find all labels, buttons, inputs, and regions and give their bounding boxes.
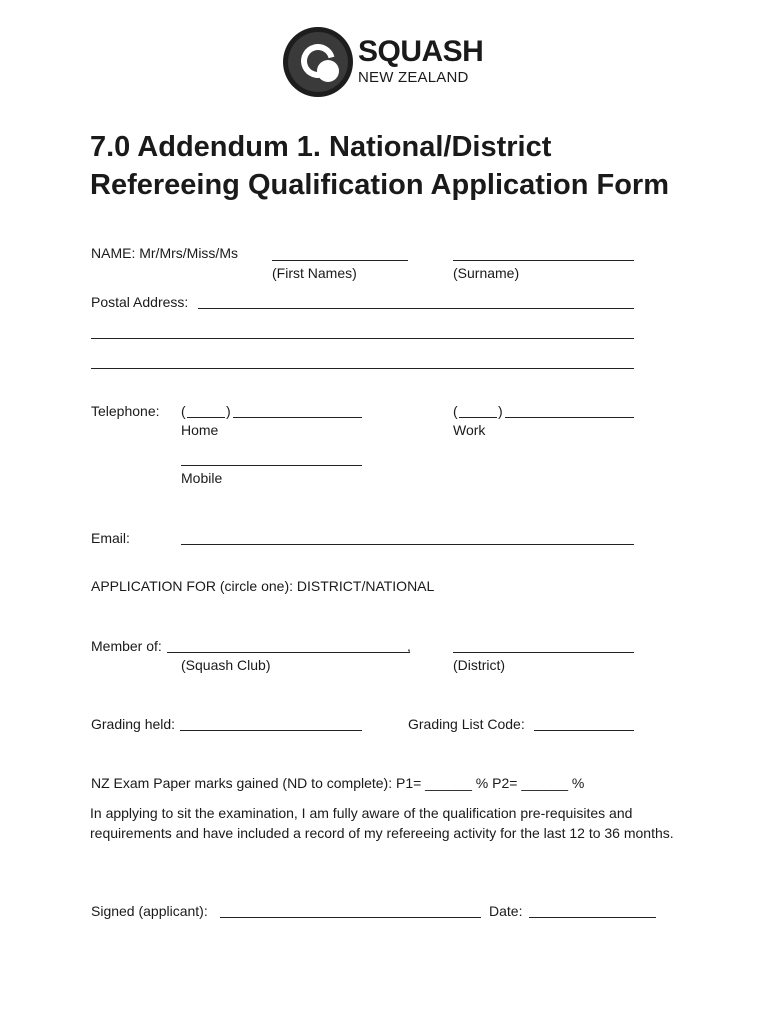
member-of-label: Member of: <box>91 638 162 654</box>
mobile-phone-field[interactable] <box>181 465 362 466</box>
surname-field[interactable] <box>453 260 634 261</box>
squash-nz-logo-icon <box>283 27 353 97</box>
telephone-label: Telephone: <box>91 403 160 419</box>
work-area-code-field[interactable] <box>459 417 497 418</box>
page-title: 7.0 Addendum 1. National/District Refereeing Qualification Application Form <box>90 131 669 201</box>
work-caption: Work <box>453 422 486 438</box>
home-paren-open: ( <box>181 403 186 419</box>
surname-caption: (Surname) <box>453 265 520 281</box>
work-paren-open: ( <box>453 403 458 419</box>
work-phone-field[interactable] <box>505 417 634 418</box>
date-label: Date: <box>489 903 523 919</box>
member-comma: , <box>407 638 411 654</box>
email-label: Email: <box>91 530 130 546</box>
postal-address-field-3[interactable] <box>91 368 634 369</box>
date-field[interactable] <box>529 917 656 918</box>
home-phone-field[interactable] <box>233 417 362 418</box>
email-field[interactable] <box>181 544 634 545</box>
work-paren-close: ) <box>498 403 503 419</box>
application-for-text: APPLICATION FOR (circle one): DISTRICT/NATIONAL <box>91 578 435 594</box>
home-paren-close: ) <box>226 403 231 419</box>
home-area-code-field[interactable] <box>187 417 225 418</box>
squash-club-field[interactable] <box>167 652 410 653</box>
name-label: NAME: Mr/Mrs/Miss/Ms <box>91 245 238 261</box>
logo-brand-text: SQUASH <box>358 35 484 68</box>
district-caption: (District) <box>453 657 506 673</box>
first-names-field[interactable] <box>272 260 408 261</box>
logo-ball <box>317 60 339 82</box>
grading-held-field[interactable] <box>180 730 362 731</box>
logo-sub-text: NEW ZEALAND <box>358 69 469 86</box>
home-caption: Home <box>181 422 219 438</box>
grading-list-code-label: Grading List Code: <box>408 716 525 732</box>
postal-address-field-1[interactable] <box>198 308 634 309</box>
squash-club-caption: (Squash Club) <box>181 657 271 673</box>
signature-field[interactable] <box>220 917 481 918</box>
postal-address-field-2[interactable] <box>91 338 634 339</box>
exam-marks-text: NZ Exam Paper marks gained (ND to complete): P1= ______ % P2= ______ % <box>91 775 585 791</box>
signed-applicant-label: Signed (applicant): <box>91 903 208 919</box>
grading-held-label: Grading held: <box>91 716 176 732</box>
grading-list-code-field[interactable] <box>534 730 634 731</box>
mobile-caption: Mobile <box>181 470 223 486</box>
declaration-text: In applying to sit the examination, I am fully aware of the qualification pre-requisites and requirements and have included a record of my refereeing activity for the last 12 to 36 months. <box>90 805 674 841</box>
first-names-caption: (First Names) <box>272 265 357 281</box>
district-field[interactable] <box>453 652 634 653</box>
postal-address-label: Postal Address: <box>91 294 189 310</box>
